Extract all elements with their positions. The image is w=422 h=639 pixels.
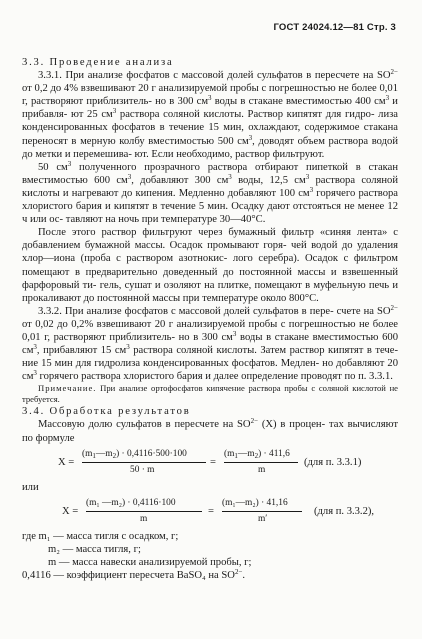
paragraph-3-3-1: 3.3.1. При анализе фосфатов с массовой долей сульфатов в пересчете на $SO^{2-}$ от 0,2 до 4% взвешивают 20 г анализируемой пробы с погрешностью не более 0,01 г, растворяют приблизитель- но в 300 $см^3$ воды в стакане вместимостью 400 $см^3$ и прибавля- ют 25 $см^3$ раствора соляной кислоты. Раствор кипятят для гидро- лиза конденсированных фосфатов в течение 15 мин, охлаждают, содержимое стакана переносят в мерную колбу вместимостью 500 $см^3$, доводят объем раствора водой до метки и перемешива- ют. Если необходимо, раствор фильтруют. xyxy=(22,68,399,160)
note: Примечание. При анализе ортофосфатов кипячение раствора пробы с соляной кислотой не требуется. xyxy=(22,383,398,405)
definitions: где m₁ — масса тигля с осадком, г; m₂ — масса тигля, г; m — масса навески анализируемой пробы, г; 0,4116 — коэффициент пересчета BaSO₄ на $SO^{2-}$. xyxy=(22,530,252,581)
page-header: ГОСТ 24024.12—81 Стр. 3 xyxy=(273,22,396,33)
word-or: или xyxy=(22,481,39,493)
formula-1: X = $(m_1—m_2) \cdot 0,4116\cdot 500\cdot 100$ 50 · m = $(m_1—m_2) \cdot 411,6$ m (для п. 3.3.1) xyxy=(58,448,362,475)
paragraph-3-3-1-continued: 50 $см^3$ полученного прозрачного раствора отбирают пипеткой в стакан вместимостью 600 $см^3$, добавляют 300 $см^3$ воды, 12,5 $см^3$ раствора соляной кислоты и нагревают до кипения. Медленно добавляют 100 $см^3$ горячего раствора хлористого бария и кипятят в течение 5 мин. Осадку дают отстояться не менее 12 ч или ос- тавляют на ночь при температуре 30—40°С. xyxy=(22,159,399,226)
paragraph-3-4: Массовую долю сульфатов в пересчете на $SO^{2-}$ (X) в процен- тах вычисляют по формуле xyxy=(22,417,398,444)
section-3-3-title: 3.3. Проведение анализа xyxy=(22,57,174,68)
document-body xyxy=(22,56,398,582)
formula-1-numerator-1: $(m_1—m_2) \cdot 0,4116\cdot 500\cdot 100$ xyxy=(82,448,187,460)
formula-1-numerator-2: $(m_1—m_2) \cdot 411,6$ xyxy=(224,448,290,460)
paragraph-3-3-2: 3.3.2. При анализе фосфатов с массовой долей сульфатов в пере- счете на $SO^{2-}$ от 0,02 до 0,2% взвешивают 20 г анализируемой пробы с погрешностью не более 0,01 г, растворяют приблизитель- но в 300 $см^3$ воды в стакане вместимостью 600 $см^3$, прибавляют 15 $см^3$ раствора соляной кислоты. Затем раствор кипятят в тече- ние 15 мин для гидролиза конденсированных фосфатов. Медлен- но добавляют 20 $см^3$ горячего раствора хлористого бария и далее определение проводят по п. 3.3.1. xyxy=(22,303,398,383)
formula-2: X = (m₁ —m₂) · 0,4116·100 m = (m₁—m₂) · 41,16 m′ (для п. 3.3.2), xyxy=(62,497,375,524)
paragraph-filtration: После этого раствор фильтруют через бумажный фильтр «синяя лента» с добавлением бумажной массы. Осадок промывают горя- чей водой до удаления хлор—иона (проба с раствором азотнокис- лого серебра). Осадок с фильтром помещают в предварительно доведенный до постоянной массы и взвешенный фарфоровый ти- гель, сушат и озоляют на плитке, помещают в муфельную печь и прокаливают до постоянной массы при температуре около 800°С. xyxy=(22,227,399,304)
section-3-4-title: 3.4. Обработка результатов xyxy=(22,406,191,418)
